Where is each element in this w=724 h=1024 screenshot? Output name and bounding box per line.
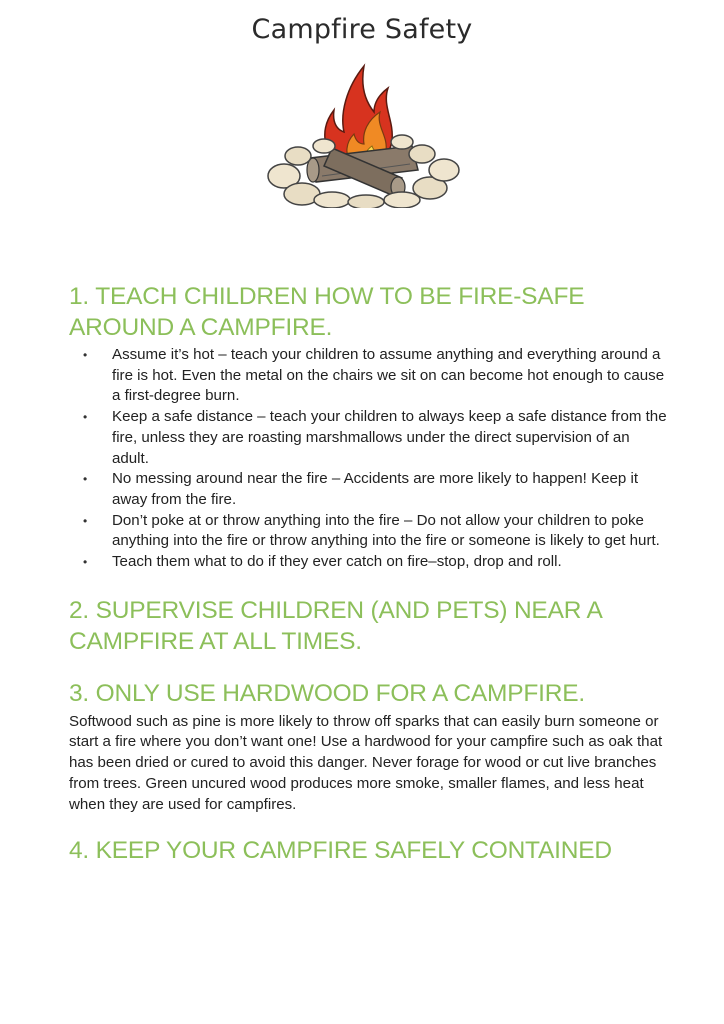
bullet-icon: • (83, 348, 88, 362)
section-3-heading: 3. ONLY USE HARDWOOD FOR A CAMPFIRE. (69, 679, 586, 707)
section-2-heading: 2. SUPERVISE CHILDREN (AND PETS) NEAR A CAMPFIRE AT ALL TIMES. (69, 596, 602, 655)
bullet-icon: • (83, 555, 88, 570)
bullet-item (69, 407, 669, 469)
bullet-icon: • (83, 472, 88, 487)
bullet-text: Teach them what to do if they ever catch on fire–stop, drop and roll. (112, 553, 562, 571)
section-4-heading: 4. KEEP YOUR CAMPFIRE SAFELY CONTAINED (69, 837, 612, 865)
main-content (69, 281, 669, 866)
bullet-text: No messing around near the fire – Accidents are more likely to happen! Keep it away from the fire. (112, 470, 639, 508)
bullet-item (69, 345, 669, 407)
bullet-text: Assume it’s hot – teach your children to assume anything and everything around a fire is hot. Even the metal on the chairs we sit on can become hot enough to cause a first-degree burn. (112, 346, 665, 405)
bullet-text: Keep a safe distance – teach your children to always keep a safe distance from the fire, unless they are roasting marshmallows under the direct supervision of an adult. (112, 408, 667, 467)
bullet-item (69, 511, 669, 552)
section-3-paragraph: Softwood such as pine is more likely to throw off sparks that can easily burn someone or start a fire where you don’t want one! Use a hardwood for your campfire such as oak that has been dried or cured to avoid this danger. Never forage for wood or cut live branches from trees. Green uncured wood produces more smoke, smaller flames, and less heat when they are used for campfires. (69, 712, 663, 813)
bullet-icon: • (83, 513, 88, 528)
section-1-heading: 1. TEACH CHILDREN HOW TO BE FIRE-SAFE AROUND A CAMPFIRE. (69, 283, 585, 341)
bullet-item (69, 552, 669, 573)
page-title: Campfire Safety (251, 14, 473, 45)
bullet-text: Don’t poke at or throw anything into the fire – Do not allow your children to poke anything into the fire or throw anything into the fire or someone is likely to get hurt. (112, 511, 660, 550)
bullet-item (69, 469, 669, 510)
bullet-icon: • (83, 410, 88, 425)
section-1-bullet-list (69, 345, 669, 573)
campfire-illustration (262, 58, 462, 208)
